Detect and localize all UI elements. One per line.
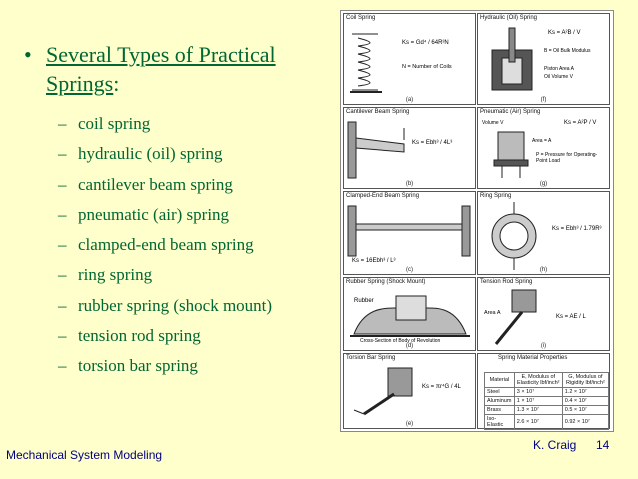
spring-list-item <box>58 324 272 354</box>
ring-formula: Ks = Ebh³ / 1.79R³ <box>552 226 602 232</box>
ring-spring-drawing <box>478 192 611 276</box>
panel-caption: Tension Rod Spring <box>480 279 533 285</box>
panel-caption: Torsion Bar Spring <box>346 355 396 361</box>
panel-caption: Hydraulic (Oil) Spring <box>480 15 538 21</box>
panel-tension-spring <box>477 277 610 351</box>
material-header-cell: Material <box>485 373 515 388</box>
panel-caption: Ring Spring <box>480 193 512 199</box>
torsion-spring-drawing <box>344 354 477 430</box>
list-dash: – <box>58 174 67 194</box>
panel-cantilever-spring <box>343 107 476 189</box>
springs-figure <box>340 10 614 432</box>
material-row <box>485 397 609 406</box>
coil-spring-drawing <box>344 14 477 106</box>
material-cell: 1.2 × 10⁷ <box>562 388 608 397</box>
material-cell: 0.4 × 10⁷ <box>562 397 608 406</box>
panel-clamped-spring <box>343 191 476 275</box>
hydraulic-note-2: Piston Area A <box>544 66 575 72</box>
material-header-cell: G, Modulus of Rigidity lbf/inch² <box>562 373 608 388</box>
material-cell: Steel <box>485 388 515 397</box>
panel-pneumatic-spring <box>477 107 610 189</box>
tension-note: Area A <box>484 310 501 316</box>
list-dash: – <box>58 235 67 255</box>
slide-heading <box>46 40 324 98</box>
panel-caption: Pneumatic (Air) Spring <box>480 109 541 115</box>
material-cell: 1.3 × 10⁷ <box>514 406 562 415</box>
panel-label: (f) <box>540 97 547 103</box>
spring-list-item <box>58 203 272 233</box>
panel-label: (h) <box>539 267 548 273</box>
footer-author: K. Craig <box>533 438 577 452</box>
material-table-header <box>485 373 609 388</box>
panel-rubber-spring <box>343 277 476 351</box>
panel-coil-spring <box>343 13 476 105</box>
panel-caption: Coil Spring <box>346 15 376 21</box>
panel-caption: Cantilever Beam Spring <box>346 109 410 115</box>
material-cell: Brass <box>485 406 515 415</box>
footer-course: Mechanical System Modeling <box>6 448 163 462</box>
material-table <box>484 372 609 430</box>
spring-list-item <box>58 112 272 142</box>
panel-label: (d) <box>405 343 414 349</box>
bullet-dot: • <box>24 42 32 67</box>
spring-type-label: tension rod spring <box>78 326 201 346</box>
material-row <box>485 388 609 397</box>
panel-ring-spring <box>477 191 610 275</box>
material-row <box>485 415 609 430</box>
material-cell: 3 × 10⁷ <box>514 388 562 397</box>
spring-type-label: cantilever beam spring <box>78 174 233 194</box>
material-row <box>485 406 609 415</box>
pneumatic-note-2: Area = A <box>532 138 552 144</box>
pneumatic-note-3: P = Pressure for Operating-Point Load <box>536 152 598 164</box>
rubber-note-2: Cross-Section of Body of Revolution <box>360 338 441 344</box>
spring-type-label: torsion bar spring <box>78 356 198 376</box>
pneumatic-note-1: Volume V <box>482 120 504 126</box>
list-dash: – <box>58 356 67 376</box>
torsion-formula: Ks = πr⁴G / 4L <box>422 384 461 390</box>
list-dash: – <box>58 144 67 164</box>
panel-caption: Clamped-End Beam Spring <box>346 193 420 199</box>
panel-material-properties <box>477 353 610 429</box>
spring-type-label: ring spring <box>78 265 153 285</box>
list-dash: – <box>58 204 67 224</box>
heading-text: Several Types of Practical Springs <box>46 42 276 96</box>
material-cell: 0.92 × 10⁷ <box>562 415 608 430</box>
clamped-formula: Ks = 16Ebh³ / L³ <box>352 258 396 264</box>
panel-label: (a) <box>405 97 414 103</box>
pneumatic-formula: Ks = A²P / V <box>564 120 597 126</box>
tension-formula: Ks = AE / L <box>556 314 586 320</box>
material-header-cell: E, Modulus of Elasticity lbf/inch² <box>514 373 562 388</box>
rubber-note-1: Rubber <box>354 298 374 304</box>
panel-label: (c) <box>406 267 413 273</box>
hydraulic-note-3: Oil Volume V <box>544 74 573 80</box>
material-table-body <box>485 388 609 430</box>
list-dash: – <box>58 265 67 285</box>
cantilever-spring-drawing <box>344 108 477 190</box>
spring-list-item <box>58 263 272 293</box>
panel-label: (g) <box>539 181 548 187</box>
material-cell: Aluminum <box>485 397 515 406</box>
hydraulic-note-1: B = Oil Bulk Modulus <box>544 48 591 54</box>
spring-list-item <box>58 142 272 172</box>
spring-list-item <box>58 173 272 203</box>
heading-suffix: : <box>113 71 120 96</box>
list-dash: – <box>58 114 67 133</box>
panel-caption: Rubber Spring (Shock Mount) <box>346 279 426 285</box>
cantilever-formula: Ks = Ebh³ / 4L³ <box>412 140 453 146</box>
footer-page-number: 14 <box>596 438 610 452</box>
panel-label: (b) <box>405 181 414 187</box>
material-cell: Iso-Elastic <box>485 415 515 430</box>
spring-type-label: hydraulic (oil) spring <box>78 144 223 164</box>
spring-list-item <box>58 354 272 384</box>
spring-type-list <box>58 112 272 385</box>
list-dash: – <box>58 326 67 346</box>
panel-torsion-spring <box>343 353 476 429</box>
spring-list-item <box>58 294 272 324</box>
spring-type-label: coil spring <box>78 114 151 133</box>
hydraulic-formula: Ks = A²B / V <box>548 30 581 36</box>
coil-note: N = Number of Coils <box>402 64 452 70</box>
list-dash: – <box>58 295 67 315</box>
panel-label: (e) <box>405 421 414 427</box>
hydraulic-spring-drawing <box>478 14 611 106</box>
material-cell: 2.6 × 10⁷ <box>514 415 562 430</box>
spring-type-label: clamped-end beam spring <box>78 235 254 255</box>
spring-type-label: rubber spring (shock mount) <box>78 295 273 315</box>
spring-list-item <box>58 233 272 263</box>
material-cell: 1 × 10⁷ <box>514 397 562 406</box>
panel-label: (i) <box>540 343 547 349</box>
material-table-title: Spring Material Properties <box>498 355 568 361</box>
spring-type-label: pneumatic (air) spring <box>78 204 230 224</box>
coil-formula: Ks = Gd⁴ / 64R³N <box>402 40 449 46</box>
panel-hydraulic-spring <box>477 13 610 105</box>
material-cell: 0.5 × 10⁷ <box>562 406 608 415</box>
